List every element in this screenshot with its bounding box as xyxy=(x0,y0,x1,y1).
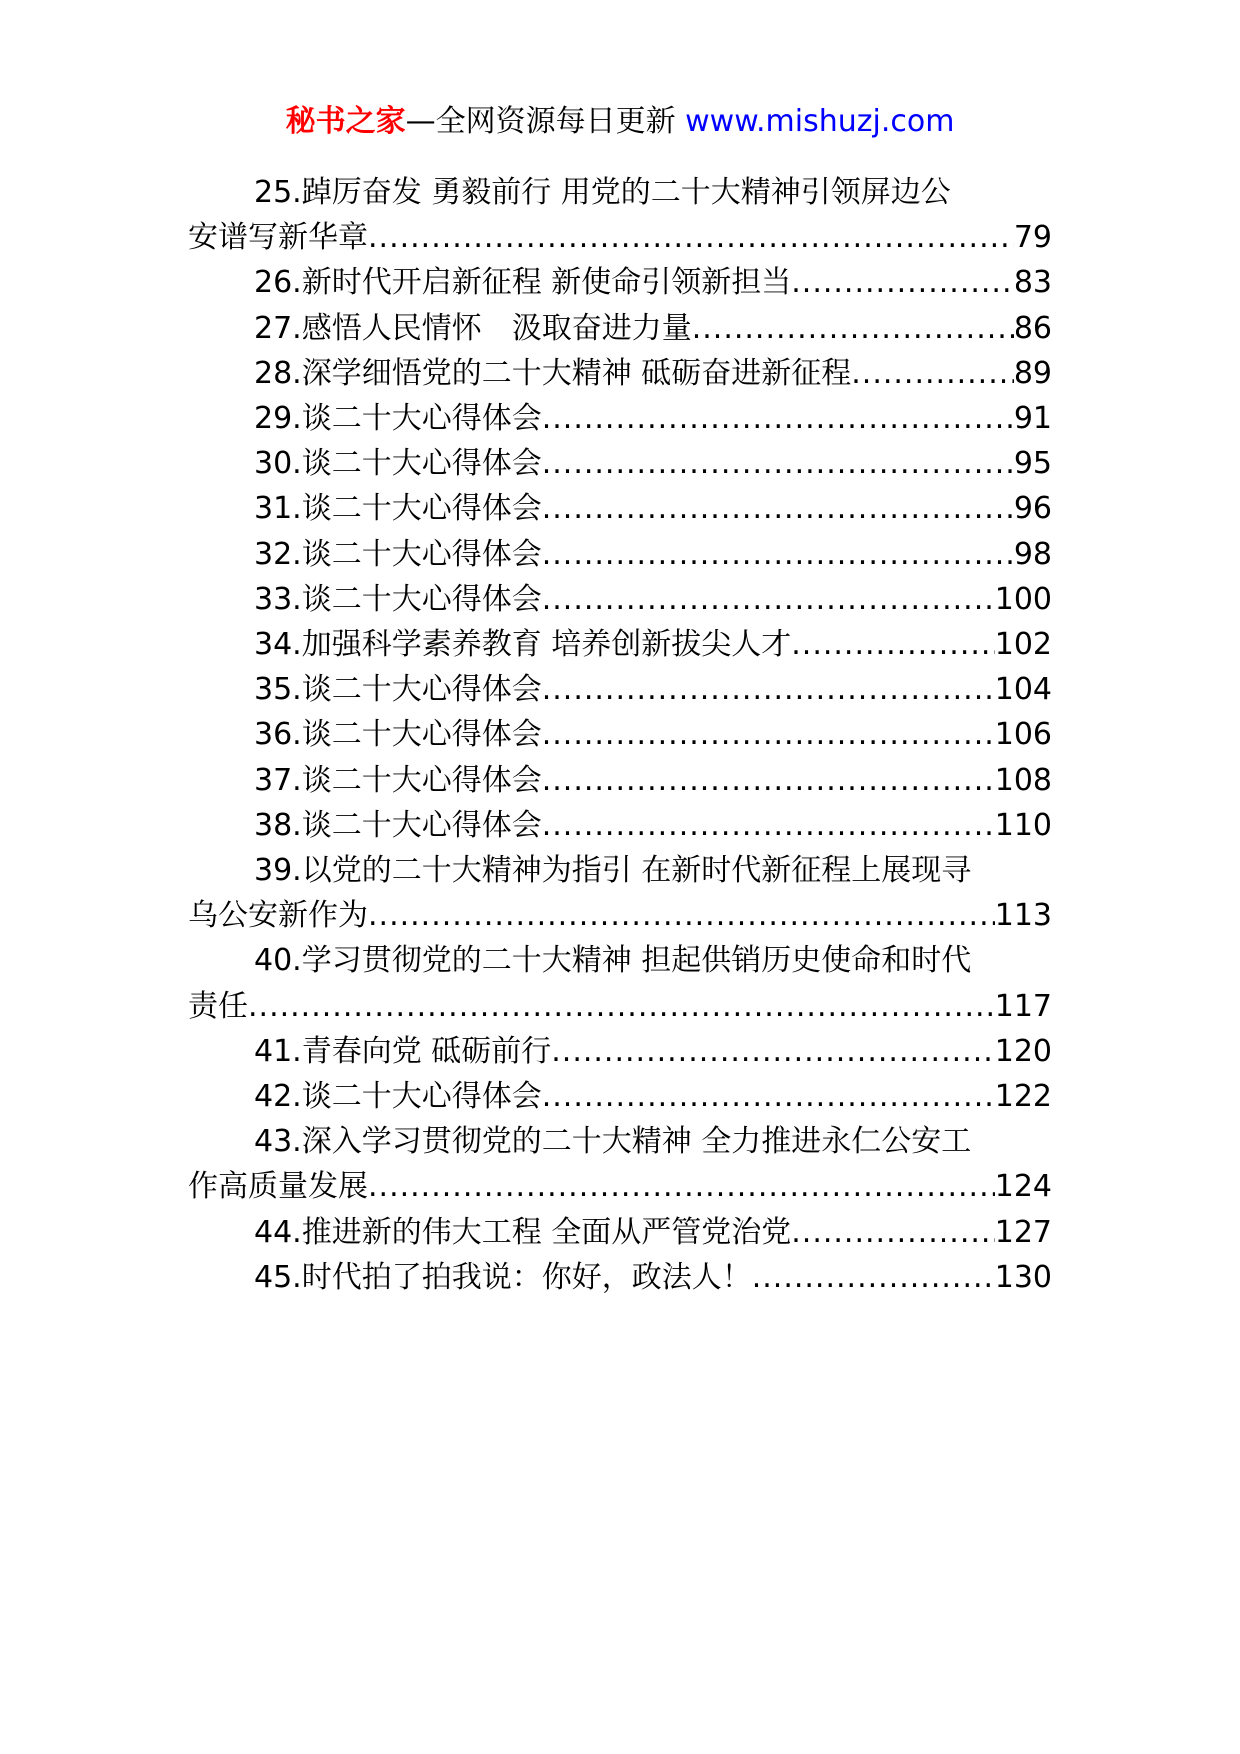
toc-entry-line xyxy=(188,622,1052,667)
toc-entry-title-line: 25.踔厉奋发 勇毅前行 用党的二十大精神引领屏边公 xyxy=(254,175,951,210)
toc-entry[interactable] xyxy=(188,486,1052,531)
dot-leader xyxy=(542,1074,995,1119)
toc-entry-line xyxy=(188,260,1052,305)
toc-entry[interactable] xyxy=(188,577,1052,622)
toc-entry-line xyxy=(188,893,1052,938)
toc-page-number: 108 xyxy=(994,762,1052,798)
toc-entry-line xyxy=(188,667,1052,712)
toc-entry-line xyxy=(188,1074,1052,1119)
page-header xyxy=(0,100,1240,144)
toc-page-number: 79 xyxy=(1013,220,1052,256)
dot-leader xyxy=(851,351,1014,396)
toc-entry[interactable] xyxy=(188,532,1052,577)
toc-page-number: 91 xyxy=(1013,401,1052,437)
toc-entry[interactable] xyxy=(188,260,1052,305)
toc-entry-line xyxy=(188,984,1052,1029)
dot-leader xyxy=(542,803,995,848)
toc-page-number: 110 xyxy=(994,807,1052,843)
toc-page-number: 86 xyxy=(1013,310,1052,346)
toc-entry-title: 36.谈二十大心得体会 xyxy=(254,717,542,753)
dot-leader xyxy=(542,396,1014,441)
dot-leader xyxy=(752,1255,995,1300)
dot-leader xyxy=(542,486,1014,531)
toc-entry[interactable] xyxy=(188,667,1052,712)
toc-entry-title: 31.谈二十大心得体会 xyxy=(254,491,542,527)
toc-entry-title-line: 40.学习贯彻党的二十大精神 担起供销历史使命和时代 xyxy=(254,943,972,979)
dot-leader xyxy=(791,1210,994,1255)
toc-page-number: 83 xyxy=(1013,265,1052,301)
toc-entry[interactable] xyxy=(188,1029,1052,1074)
toc-entry-line xyxy=(188,486,1052,531)
toc-entry[interactable] xyxy=(188,396,1052,441)
toc-entry-title: 责任 xyxy=(188,988,248,1024)
toc-entry-title: 乌公安新作为 xyxy=(188,898,368,934)
toc-page-number: 89 xyxy=(1013,355,1052,391)
brand-name: 秘书之家 xyxy=(285,104,406,139)
toc-page-number: 113 xyxy=(994,898,1052,934)
toc-page-number: 124 xyxy=(994,1169,1052,1205)
dot-leader xyxy=(248,984,995,1029)
toc-entry-title: 42.谈二十大心得体会 xyxy=(254,1079,542,1115)
toc-entry[interactable] xyxy=(188,170,1052,260)
dot-leader xyxy=(791,260,1014,305)
toc-entry-title-line: 43.深入学习贯彻党的二十大精神 全力推进永仁公安工 xyxy=(254,1124,972,1160)
toc-entry[interactable] xyxy=(188,1255,1052,1300)
toc-entry-title: 安谱写新华章 xyxy=(188,220,368,256)
toc-entry-title: 38.谈二十大心得体会 xyxy=(254,807,542,843)
toc-entry-title: 35.谈二十大心得体会 xyxy=(254,672,542,708)
toc-entry-line xyxy=(188,441,1052,486)
dot-leader xyxy=(542,441,1014,486)
toc-entry-line xyxy=(188,1029,1052,1074)
toc-entry-line xyxy=(188,758,1052,803)
toc-entry-title: 32.谈二十大心得体会 xyxy=(254,536,542,572)
table-of-contents xyxy=(188,170,1052,1300)
toc-entry[interactable] xyxy=(188,622,1052,667)
header-tagline: —全网资源每日更新 xyxy=(405,104,686,139)
dot-leader xyxy=(368,1164,995,1209)
toc-entry-line xyxy=(188,532,1052,577)
toc-page-number: 120 xyxy=(994,1033,1052,1069)
toc-entry-title: 26.新时代开启新征程 新使命引领新担当 xyxy=(254,265,792,301)
dot-leader xyxy=(542,712,995,757)
toc-page-number: 98 xyxy=(1013,536,1052,572)
dot-leader xyxy=(542,667,995,712)
toc-page-number: 122 xyxy=(994,1079,1052,1115)
toc-page-number: 130 xyxy=(994,1259,1052,1295)
toc-entry[interactable] xyxy=(188,758,1052,803)
toc-entry-title-line: 39.以党的二十大精神为指引 在新时代新征程上展现寻 xyxy=(254,853,972,889)
toc-entry-title: 33.谈二十大心得体会 xyxy=(254,581,542,617)
toc-entry-title: 34.加强科学素养教育 培养创新拔尖人才 xyxy=(254,627,792,663)
toc-page-number: 102 xyxy=(994,627,1052,663)
toc-entry-title: 27.感悟人民情怀 汲取奋进力量 xyxy=(254,310,692,346)
toc-entry[interactable] xyxy=(188,803,1052,848)
toc-entry-line xyxy=(188,1255,1052,1300)
toc-page-number: 106 xyxy=(994,717,1052,753)
toc-entry-line xyxy=(188,712,1052,757)
toc-entry-title: 44.推进新的伟大工程 全面从严管党治党 xyxy=(254,1214,792,1250)
toc-entry-line xyxy=(188,1164,1052,1209)
toc-entry[interactable] xyxy=(188,1210,1052,1255)
toc-entry-title: 29.谈二十大心得体会 xyxy=(254,401,542,437)
dot-leader xyxy=(692,306,1014,351)
dot-leader xyxy=(368,893,995,938)
toc-entry[interactable] xyxy=(188,938,1052,1028)
toc-entry-line xyxy=(188,577,1052,622)
toc-entry[interactable] xyxy=(188,848,1052,938)
dot-leader xyxy=(542,577,995,622)
toc-page-number: 100 xyxy=(994,581,1052,617)
dot-leader xyxy=(791,622,994,667)
toc-page-number: 127 xyxy=(994,1214,1052,1250)
toc-entry-title: 37.谈二十大心得体会 xyxy=(254,762,542,798)
toc-entry-line xyxy=(188,351,1052,396)
toc-entry-title: 作高质量发展 xyxy=(188,1169,368,1205)
toc-entry[interactable] xyxy=(188,351,1052,396)
toc-entry-line xyxy=(188,803,1052,848)
toc-entry-title: 30.谈二十大心得体会 xyxy=(254,446,542,482)
toc-page-number: 95 xyxy=(1013,446,1052,482)
dot-leader xyxy=(368,215,1014,260)
toc-entry[interactable] xyxy=(188,1074,1052,1119)
toc-entry-title: 28.深学细悟党的二十大精神 砥砺奋进新征程 xyxy=(254,355,852,391)
toc-entry-line xyxy=(188,396,1052,441)
toc-entry-title: 41.青春向党 砥砺前行 xyxy=(254,1033,552,1069)
dot-leader xyxy=(542,532,1014,577)
dot-leader xyxy=(551,1029,994,1074)
toc-page-number: 96 xyxy=(1013,491,1052,527)
toc-entry-title: 45.时代拍了拍我说：你好，政法人！ xyxy=(254,1259,752,1295)
toc-page-number: 117 xyxy=(994,988,1052,1024)
toc-page-number: 104 xyxy=(994,672,1052,708)
toc-entry[interactable] xyxy=(188,306,1052,351)
toc-entry-line xyxy=(188,215,1052,260)
dot-leader xyxy=(542,758,995,803)
toc-entry[interactable] xyxy=(188,1119,1052,1209)
toc-entry-line xyxy=(188,1210,1052,1255)
toc-entry[interactable] xyxy=(188,712,1052,757)
site-url-link[interactable]: www.mishuzj.com xyxy=(685,104,955,139)
toc-entry[interactable] xyxy=(188,441,1052,486)
toc-entry-line xyxy=(188,306,1052,351)
